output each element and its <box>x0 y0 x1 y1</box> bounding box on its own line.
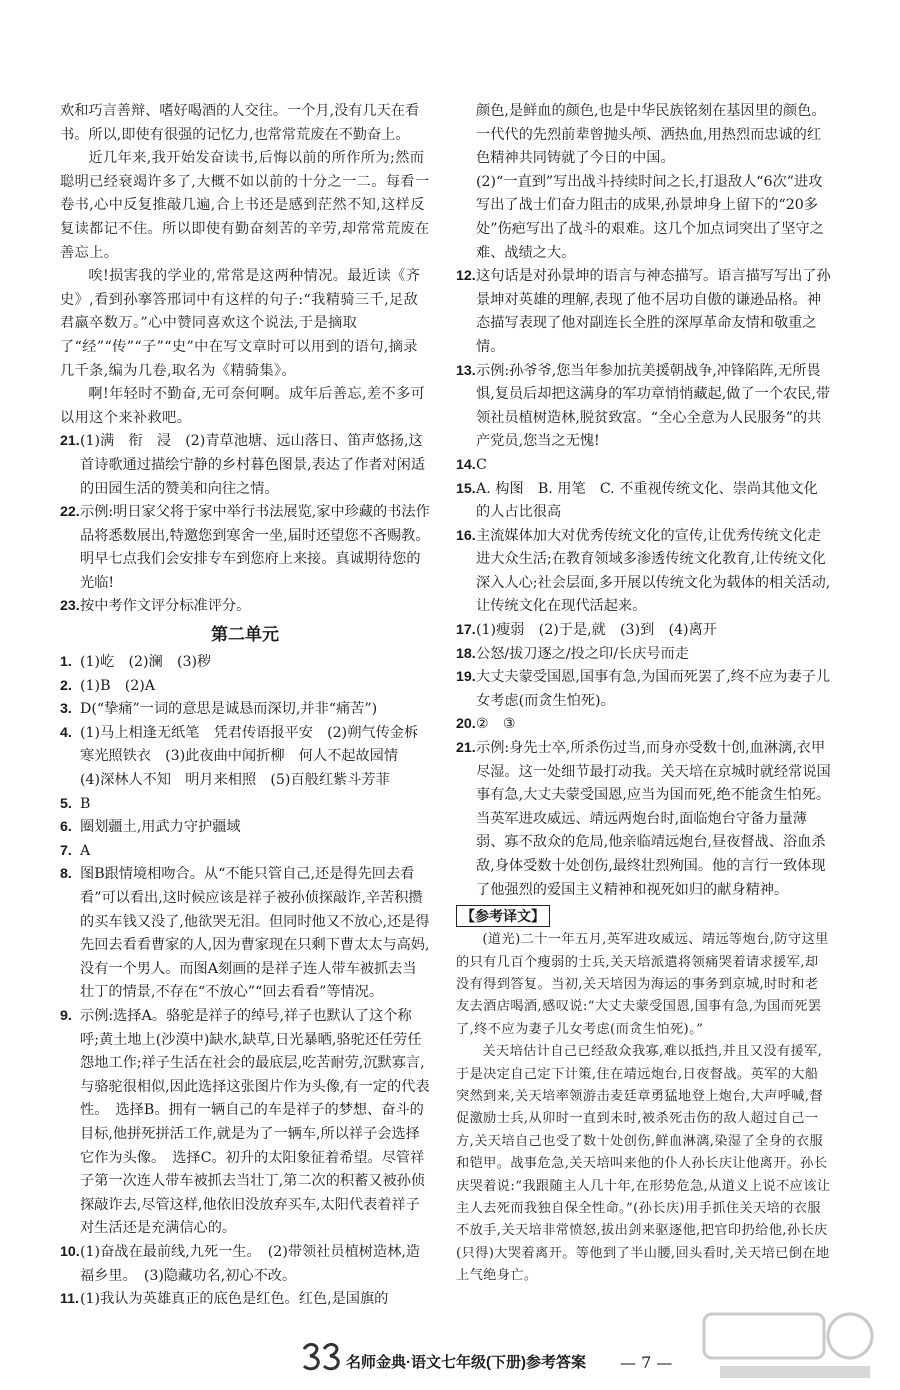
paragraph: (道光)二十一年五月,英军进攻威远、靖远等炮台,防守这里的只有几百个瘦弱的士兵,关天培派遣将领痛哭着请求援军,却没有得到答复。当初,关天培因为海运的事务到京城,时时和老友去酒店喝酒,感叹说:“大丈夫蒙受国恩,国事有急,为国而死罢了,终不应为妻子儿女考虑(而贪生怕死)。” <box>456 932 829 1037</box>
answer-number: 6. <box>60 819 72 836</box>
answer-number: 9. <box>60 1007 72 1024</box>
answer-item <box>456 360 832 454</box>
answer-item <box>60 595 430 619</box>
answer-text: 示例:身先士卒,所杀伤过当,而身亦受数十创,血淋漓,衣甲尽湿。这一处细节最打动我。关天培在京城时就经常说国事有急,大丈夫蒙受国恩,应当为国而死,绝不能贪生怕死。当英军进攻威远、靖远两炮台时,面临炮台守备力量薄弱、寡不敌众的危局,他亲临靖远炮台,昼夜督战、浴血杀敌,身体受数十处创伤,最终壮烈殉国。他的言行一致体现了他强烈的爱国主义精神和视死如归的献身精神。 <box>476 740 831 898</box>
answer-item <box>60 501 430 595</box>
answer-text: (1)马上相逢无纸笔 凭君传语报平安 (2)朔气传金柝 寒光照铁衣 (3)此夜曲中闻折柳 何人不起故园情 (4)深林人不知 明月来相照 (5)百般红紫斗芳菲 <box>80 724 433 789</box>
paragraph: 关天培估计自己已经敌众我寡,难以抵挡,并且又没有援军,于是决定自己定下计策,住在靖远炮台,日夜督战。英军的大船突然到来,关天培率领游击麦廷章勇猛地登上炮台,大声呼喊,督促激励士兵,从卯时一直到未时,被杀死击伤的敌人超过自己一方,关天培自己也受了数十处创伤,鲜血淋漓,染湿了全身的衣服和铠甲。战事危急,关天培叫来他的仆人孙长庆让他离开。孙长庆哭着说:“我跟随主人几十年,在形势危急,从道义上说不应该让主人去死而我独自保全性命。”(孙长庆)用手抓住关天培的衣服不放手,关天培非常愤怒,拔出剑来驱逐他,把官印扔给他,孙长庆(只得)大哭着离开。等他到了半山腰,回头看时,关天培已倒在地上气绝身亡。 <box>456 1044 831 1284</box>
answer-text: 示例:孙爷爷,您当年参加抗美援朝战争,冲锋陷阵,无所畏惧,复员后却把这满身的军功章悄悄藏起,做了一个农民,带领社员植树造林,脱贫致富。“全心全意为人民服务”的共产党员,您当之无愧! <box>476 362 831 450</box>
answer-item <box>60 816 430 840</box>
answer-item <box>456 454 832 478</box>
answer-text: 示例:选择A。骆驼是祥子的绰号,祥子也默认了这个称呼;黄土地上(沙漠中)缺水,缺草,日光暴晒,骆驼还任劳任怨地工作;祥子生活在社会的最底层,吃苦耐劳,沉默寡言,与骆驼很相似,因此选择这张图片作为头像,有一定的代表性。 选择B。拥有一辆自己的车是祥子的梦想、奋斗的目标,他拼死拼活工作,就是为了一辆车,所以祥子会选择它作为头像。 选择C。初升的太阳象征着希望。尽管祥子第一次连人带车被抓去当壮丁,第二次的积蓄又被孙侦探敲诈去,尽管这样,他依旧没放弃买车,太阳代表着祥子对生活还是充满信心的。 <box>80 1007 430 1237</box>
reference-translation <box>456 929 832 1288</box>
unit-title: 第二单元 <box>211 625 279 645</box>
footer-title: 名师金典·语文七年级(下册)参考答案 <box>346 1354 586 1371</box>
answer-text: A <box>80 842 91 859</box>
answer-text: (1)屹 (2)澜 (3)秽 <box>80 654 212 671</box>
paragraph: 啊!年轻时不勤奋,无可奈何啊。成年后善忘,差不多可以用这个来补救吧。 <box>60 386 426 426</box>
answer-text: 示例:明日家父将于家中举行书法展览,家中珍藏的书法作品将悉数展出,特邀您到寒舍一坐,届时还望您不吝赐教。明早七点我们会安排专车到您府上来接。真诚期待您的光临! <box>80 504 430 591</box>
answer-number: 17. <box>456 622 476 639</box>
answer-item <box>60 698 430 722</box>
answer-item <box>456 666 832 713</box>
answer-item <box>456 478 832 525</box>
answer-number: 12. <box>456 268 476 285</box>
answer-text: C <box>476 456 487 473</box>
answer-text: 圈划疆土,用武力守护疆域 <box>80 819 241 836</box>
answer-text: B <box>80 795 91 812</box>
answer-number: 2. <box>60 677 72 694</box>
answer-number: 18. <box>456 645 476 662</box>
answer-text: 图B跟情境相吻合。从“不能只管自己,还是得先回去看看”可以看出,这时候应该是祥子被孙侦探敲诈,辛苦积攒的买车钱又没了,他欲哭无泪。但同时他又不放心,还是得先回去看看曹家的人,因为曹家现在只剩下曹太太与高妈,没有一个男人。而图A刻画的是祥子连人带车被抓去当壮丁的情景,不存在“不放心”“回去看看”等情况。 <box>80 866 430 1001</box>
answer-item <box>456 265 832 359</box>
answer-item <box>456 713 832 737</box>
answer-item <box>60 1005 430 1241</box>
answer-item <box>60 1241 430 1288</box>
answer-number: 5. <box>60 795 72 812</box>
translation-continued <box>60 100 430 430</box>
answer-number: 21. <box>456 740 476 757</box>
answer-number: 3. <box>60 701 72 718</box>
answer-number: 7. <box>60 842 72 859</box>
answer-item <box>456 643 832 667</box>
paragraph: 唉!损害我的学业的,常常是这两种情况。最近读《齐史》,看到孙搴答邢词中有这样的句子:“我精骑三千,足敌君羸卒数万。”心中赞同喜欢这个说法,于是摘取了“经”“传”“子”“史”中在写文章时可以用到的语句,摘录几千条,编为几卷,取名为《精骑集》。 <box>60 268 421 379</box>
left-column <box>60 100 433 1312</box>
answer-item <box>456 619 832 643</box>
answer-number: 8. <box>60 866 72 883</box>
answer-number: 21. <box>60 433 80 450</box>
answer-text: A. 构图 B. 用笔 C. 不重视传统文化、崇尚其他文化的人占比很高 <box>476 480 818 521</box>
answers-right <box>456 265 832 902</box>
answers-unit-one <box>60 430 430 619</box>
answer-number: 22. <box>60 504 80 521</box>
answer-number: 13. <box>456 362 476 379</box>
answers-unit-two <box>60 651 433 1312</box>
answer-number: 16. <box>456 527 476 544</box>
answer-item <box>60 840 430 864</box>
answer-text: ② ③ <box>476 716 516 733</box>
answer-text: (1)瘦弱 (2)于是,就 (3)到 (4)离开 <box>476 622 717 639</box>
answer-item <box>60 722 433 793</box>
answer-item <box>456 737 832 902</box>
reference-translation-tag: 【参考译文】 <box>456 905 550 927</box>
answer-text: 公怒/拔刀逐之/投之印/长庆号而走 <box>476 645 689 662</box>
answer-text: D(“挚痛”一词的意思是诚恳而深切,并非“痛苦”) <box>80 701 378 718</box>
answer-number: 4. <box>60 724 72 741</box>
answer-item <box>60 793 430 817</box>
answer-item <box>60 1288 430 1312</box>
answer-text: (1)满 衔 浸 (2)青草池塘、远山落日、笛声悠扬,这首诗歌通过描绘宁静的乡村暮色图景,表达了作者对闲适的田园生活的赞美和向往之情。 <box>80 433 426 497</box>
answer-item <box>456 525 832 619</box>
paragraph: 近几年来,我开始发奋读书,后悔以前的所作所为;然而聪明已经衰竭许多了,大概不如以前的十分之一二。每看一卷书,心中反复推敲几遍,合上书还是感到茫然不知,这样反复读都记不住。所以即使有勤奋刻苦的辛劳,却常常荒废在善忘上。 <box>60 150 430 261</box>
answer-text: 大丈夫蒙受国恩,国事有急,为国而死罢了,终不应为妻子儿女考虑(而贪生怕死)。 <box>476 669 831 709</box>
answer-text: 按中考作文评分标准评分。 <box>80 598 251 615</box>
answer-number: 20. <box>456 716 476 733</box>
answer-text: 主流媒体加大对优秀传统文化的宣传,让优秀传统文化走进大众生活;在教育领域多渗透传统文化教育,让传统文化深入人心;社会层面,多开展以传统文化为载体的相关活动,让传统文化在现代活起来。 <box>476 527 831 615</box>
answer-item <box>60 863 430 1005</box>
answer-text: (1)奋战在最前线,九死一生。 (2)带领社员植树造林,造福乡里。 (3)隐藏功名,初心不改。 <box>80 1243 421 1284</box>
paragraph: 欢和巧言善辩、嗜好喝酒的人交往。一个月,没有几天在看书。所以,即使有很强的记忆力,也常常荒废在不勤奋上。 <box>60 103 420 143</box>
answer-number: 19. <box>456 669 476 686</box>
answer-number: 1. <box>60 654 72 671</box>
answer-text: (1)我认为英雄真正的底色是红色。红色,是国旗的 <box>80 1291 389 1308</box>
answer-number: 14. <box>456 456 476 473</box>
right-column <box>456 100 832 1288</box>
watermark-stamp-icon <box>700 1310 880 1384</box>
answer-number: 23. <box>60 598 80 615</box>
answer-item <box>60 675 430 699</box>
answer-item <box>60 430 430 501</box>
answer-text: 这句话是对孙景坤的语言与神态描写。语言描写写出了孙景坤对英雄的理解,表现了他不居功自傲的谦逊品格。神态描写表现了他对副连长全胜的深厚革命友情和敬重之情。 <box>476 268 831 355</box>
paragraph: (2)“一直到”写出战斗持续时间之长,打退敌人“6次”进攻写出了战士们奋力阻击的成果,孙景坤身上留下的“20多处”伤疤写出了战斗的艰难。这几个加点词突出了坚守之难、战绩之大。 <box>476 173 824 261</box>
answer-11-continued <box>456 100 832 265</box>
answer-text: (1)B (2)A <box>80 677 156 694</box>
answer-number: 10. <box>60 1243 80 1260</box>
series-logo-icon <box>300 1340 344 1374</box>
answer-number: 11. <box>60 1291 79 1308</box>
page-number: — 7 — <box>620 1353 673 1372</box>
paragraph: 颜色,是鲜血的颜色,也是中华民族铭刻在基因里的颜色。一代代的先烈前辈曾抛头颅、洒热血,用热烈而忠诚的红色精神共同铸就了今日的中国。 <box>476 103 826 167</box>
answer-number: 15. <box>456 480 476 497</box>
answer-item <box>60 651 430 675</box>
